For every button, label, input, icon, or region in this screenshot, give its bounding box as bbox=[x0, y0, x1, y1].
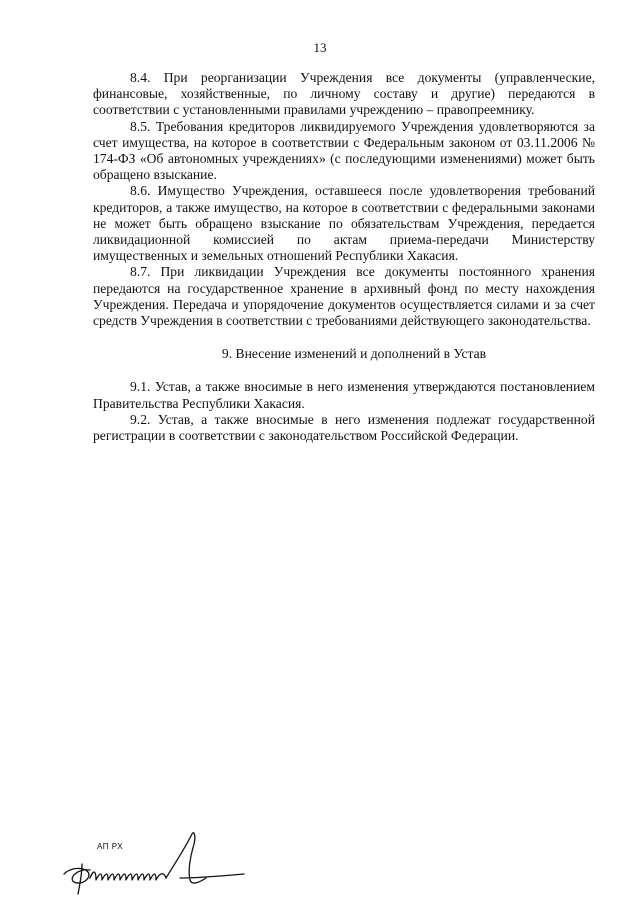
paragraph-9-2: 9.2. Устав, а также вносимые в него изменения подлежат государственной регистрации в соответствии с законодательством Российской Федерации. bbox=[93, 411, 595, 444]
section-9-heading: 9. Внесение изменений и дополнений в Устав bbox=[221, 346, 487, 362]
document-body bbox=[93, 70, 595, 444]
paragraph-8-4: 8.4. При реорганизации Учреждения все документы (управленческие, финансовые, хозяйственные, по личному составу и другие) передаются в соответствии с установленными правилами учреждению – правопреемнику. bbox=[93, 70, 595, 118]
paragraph-8-5: 8.5. Требования кредиторов ликвидируемого Учреждения удовлетворяются за счет имущества, на которое в соответствии с Федеральным законом от 03.11.2006 № 174-ФЗ «Об автономных учреждениях» (с последующими изменениями) может быть обращено взыскание. bbox=[93, 118, 595, 183]
paragraph-9-1: 9.1. Устав, а также вносимые в него изменения утверждаются постановлением Правительства Республики Хакасия. bbox=[93, 379, 595, 411]
paragraph-8-7: 8.7. При ликвидации Учреждения все документы постоянного хранения передаются на государственное хранение в архивный фонд по месту нахождения Учреждения. Передача и упорядочение документов осуществляется силами и за счет средств Учреждения в соответствии с требованиями действующего законодательства. bbox=[93, 264, 595, 329]
signature-icon bbox=[60, 828, 250, 898]
stamp-label: АП РХ bbox=[97, 842, 124, 851]
paragraph-8-6: 8.6. Имущество Учреждения, оставшееся после удовлетворения требований кредиторов, а также имущество, на которое в соответствии с федеральными законами не может быть обращено взыскание по обязательствам Учреждения, передается ликвидационной комиссией по актам приема-передачи Министерству имущественных и земельных отношений Республики Хакасия. bbox=[93, 183, 595, 264]
page-number: 13 bbox=[313, 40, 327, 55]
